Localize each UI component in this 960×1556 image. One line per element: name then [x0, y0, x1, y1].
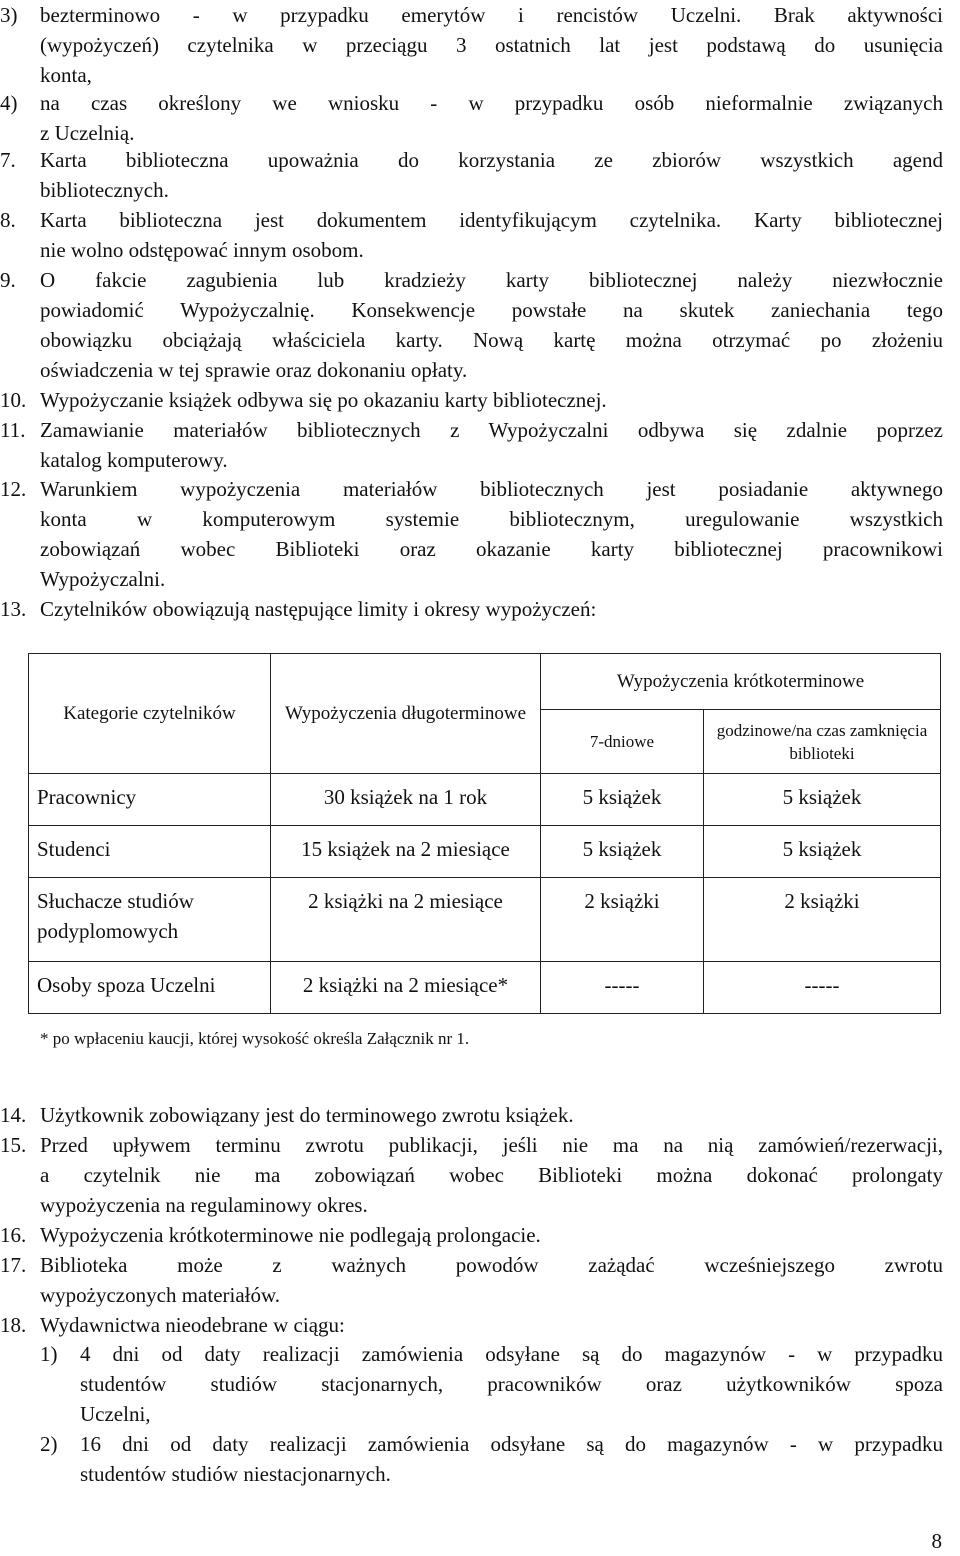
sub-item-number: 1): [40, 1342, 58, 1366]
item-line: (wypożyczeń) czytelnika w przeciągu 3 ostatnich lat jest podstawą do usunięcia: [40, 33, 943, 57]
table-row: [29, 962, 941, 1014]
table-row: [29, 774, 941, 826]
point-line: obowiązku obciążają właściciela karty. Nową kartę można otrzymać po złożeniu: [40, 328, 943, 352]
row-category: Pracownicy: [29, 774, 271, 826]
row-7-day: -----: [541, 962, 704, 1014]
point-line: Karta biblioteczna upoważnia do korzystania ze zbiorów wszystkich agend: [40, 148, 943, 172]
header-category: Kategorie czytelników: [29, 654, 271, 774]
sub-item-number: 2): [40, 1432, 58, 1456]
row-7-day: 5 książek: [541, 774, 704, 826]
point-number: 13.: [0, 597, 27, 621]
item-line: z Uczelnią.: [40, 121, 135, 145]
point-line: wypożyczenia na regulaminowy okres.: [40, 1193, 368, 1217]
row-hourly: 2 książki: [704, 878, 941, 962]
point-line: wypożyczonych materiałów.: [40, 1283, 281, 1307]
point-line: Użytkownik zobowiązany jest do terminowego zwrotu książek.: [40, 1103, 574, 1127]
row-hourly: -----: [704, 962, 941, 1014]
point-number: 14.: [0, 1103, 27, 1127]
table-row: [29, 878, 941, 962]
row-long-term: 2 książki na 2 miesiące*: [271, 962, 541, 1014]
sub-item-line: studentów studiów stacjonarnych, pracowników oraz użytkowników spoza: [80, 1372, 943, 1396]
point-line: Czytelników obowiązują następujące limity i okresy wypożyczeń:: [40, 597, 597, 621]
header-short-term: Wypożyczenia krótkoterminowe: [541, 654, 941, 710]
point-line: Przed upływem terminu zwrotu publikacji, jeśli nie ma na nią zamówień/rezerwacji,: [40, 1133, 943, 1157]
row-hourly: 5 książek: [704, 826, 941, 878]
row-long-term: 2 książki na 2 miesiące: [271, 878, 541, 962]
item-line: konta,: [40, 63, 92, 87]
point-line: Wypożyczalni.: [40, 567, 166, 591]
row-7-day: 5 książek: [541, 826, 704, 878]
point-number: 8.: [0, 208, 16, 232]
point-line: bibliotecznych.: [40, 178, 169, 202]
point-line: a czytelnik nie ma zobowiązań wobec Biblioteki można dokonać prolongaty: [40, 1163, 943, 1187]
point-line: katalog komputerowy.: [40, 448, 228, 472]
point-line: Warunkiem wypożyczenia materiałów bibliotecznych jest posiadanie aktywnego: [40, 477, 943, 501]
item-line: bezterminowo - w przypadku emerytów i rencistów Uczelni. Brak aktywności: [40, 3, 943, 27]
point-line: Wydawnictwa nieodebrane w ciągu:: [40, 1313, 345, 1337]
page-number: 8: [931, 1529, 942, 1553]
header-hourly: godzinowe/na czas zamknięcia biblioteki: [704, 710, 941, 774]
item-line: na czas określony we wniosku - w przypadku osób nieformalnie związanych: [40, 91, 943, 115]
point-line: nie wolno odstępować innym osobom.: [40, 238, 364, 262]
point-number: 16.: [0, 1223, 27, 1247]
point-line: Wypożyczanie książek odbywa się po okazaniu karty bibliotecznej.: [40, 388, 607, 412]
point-number: 17.: [0, 1253, 27, 1277]
point-line: oświadczenia w tej sprawie oraz dokonaniu opłaty.: [40, 358, 468, 382]
sub-item-line: 16 dni od daty realizacji zamówienia odsyłane są do magazynów - w przypadku: [80, 1432, 943, 1456]
row-category: Osoby spoza Uczelni: [29, 962, 271, 1014]
sub-item-line: Uczelni,: [80, 1402, 151, 1426]
point-line: Wypożyczenia krótkoterminowe nie podlegają prolongacie.: [40, 1223, 541, 1247]
table-header-row: [29, 654, 941, 710]
point-line: Zamawianie materiałów bibliotecznych z Wypożyczalni odbywa się zdalnie poprzez: [40, 418, 943, 442]
table-row: [29, 826, 941, 878]
row-long-term: 30 książek na 1 rok: [271, 774, 541, 826]
row-hourly: 5 książek: [704, 774, 941, 826]
point-number: 18.: [0, 1313, 27, 1337]
header-7-day: 7-dniowe: [541, 710, 704, 774]
row-7-day: 2 książki: [541, 878, 704, 962]
sub-item-line: 4 dni od daty realizacji zamówienia odsyłane są do magazynów - w przypadku: [80, 1342, 943, 1366]
point-number: 15.: [0, 1133, 27, 1157]
header-long-term: Wypożyczenia długoterminowe: [271, 654, 541, 774]
point-line: Karta biblioteczna jest dokumentem identyfikującym czytelnika. Karty bibliotecznej: [40, 208, 943, 232]
point-line: zobowiązań wobec Biblioteki oraz okazanie karty bibliotecznej pracownikowi: [40, 537, 943, 561]
point-line: O fakcie zagubienia lub kradzieży karty bibliotecznej należy niezwłocznie: [40, 268, 943, 292]
sub-item-line: studentów studiów niestacjonarnych.: [80, 1462, 391, 1486]
point-number: 9.: [0, 268, 16, 292]
point-line: konta w komputerowym systemie bibliotecznym, uregulowanie wszystkich: [40, 507, 943, 531]
point-line: powiadomić Wypożyczalnię. Konsekwencje powstałe na skutek zaniechania tego: [40, 298, 943, 322]
table-footnote: * po wpłaceniu kaucji, której wysokość określa Załącznik nr 1.: [40, 1029, 470, 1048]
point-number: 12.: [0, 477, 27, 501]
row-category: Studenci: [29, 826, 271, 878]
row-category: Słuchacze studiów podyplomowych: [29, 878, 271, 962]
point-number: 10.: [0, 388, 27, 412]
loan-limits-table: [28, 653, 941, 1014]
item-number: 3): [0, 3, 18, 27]
point-number: 7.: [0, 148, 16, 172]
point-number: 11.: [0, 418, 26, 442]
item-number: 4): [0, 91, 18, 115]
point-line: Biblioteka może z ważnych powodów zażądać wcześniejszego zwrotu: [40, 1253, 943, 1277]
row-long-term: 15 książek na 2 miesiące: [271, 826, 541, 878]
